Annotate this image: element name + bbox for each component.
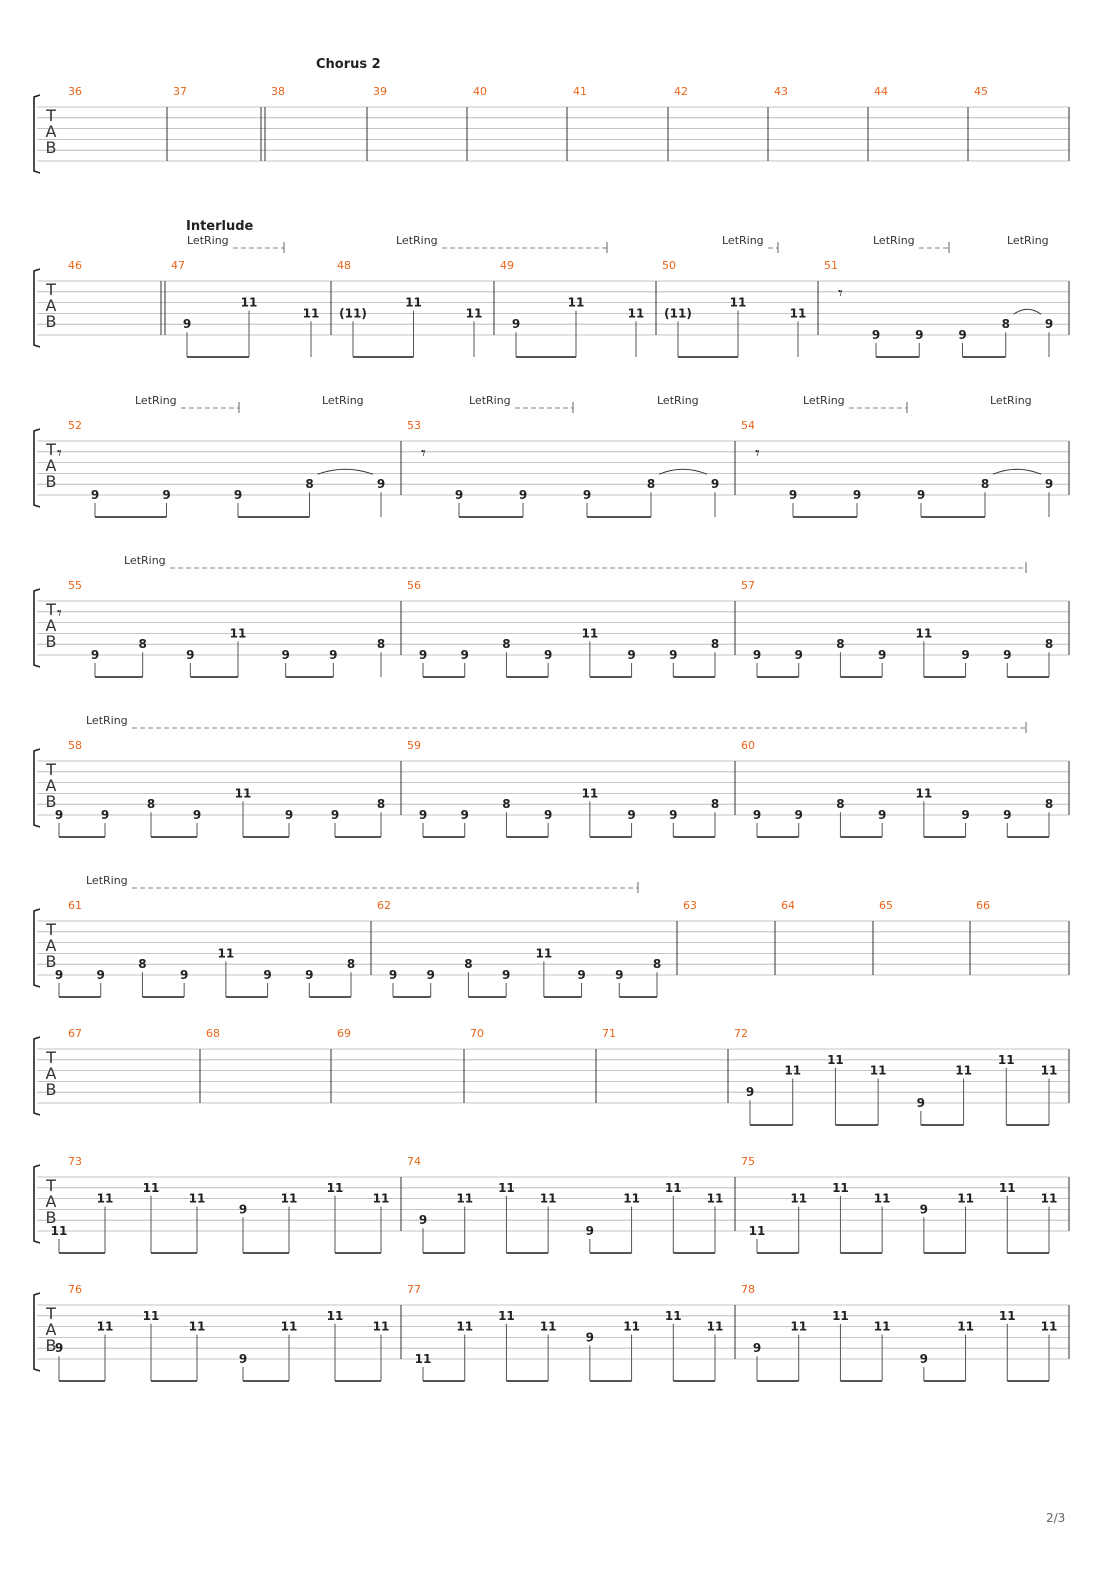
- measure-number: 44: [874, 85, 888, 98]
- fret-number: 11: [326, 1180, 344, 1195]
- fret-number: 11: [1040, 1319, 1058, 1334]
- tab-clef-letter: T: [46, 1304, 56, 1323]
- fret-number: 11: [915, 786, 933, 801]
- fret-number: 9: [877, 648, 887, 662]
- fret-number: 8: [138, 957, 147, 972]
- fret-number: 11: [957, 1191, 974, 1206]
- let-ring-label: LetRing: [657, 394, 699, 407]
- eighth-rest: 𝄾: [57, 443, 62, 464]
- fret-number: 9: [585, 1224, 595, 1238]
- fret-number: 9: [958, 328, 967, 342]
- tab-clef-letter: T: [46, 106, 56, 125]
- fret-number: 11: [1040, 1191, 1058, 1206]
- measure-number: 59: [407, 739, 421, 752]
- fret-number: 9: [745, 1085, 755, 1100]
- fret-number: 11: [372, 1191, 390, 1206]
- fret-number: 9: [501, 968, 511, 982]
- fret-number: 9: [460, 648, 469, 662]
- fret-number: 9: [54, 808, 64, 822]
- fret-number: 9: [90, 488, 100, 502]
- eighth-rest: 𝄾: [57, 603, 62, 624]
- tab-clef-letter: B: [45, 472, 57, 491]
- fret-number: 11: [789, 306, 807, 321]
- fret-number: 9: [330, 808, 340, 822]
- measure-number: 63: [683, 899, 697, 912]
- measure-number: 57: [741, 579, 755, 592]
- fret-number: 11: [234, 786, 252, 801]
- fret-number: 9: [418, 648, 428, 662]
- measure-number: 66: [976, 899, 990, 912]
- fret-number: (11): [339, 306, 367, 321]
- fret-number: 9: [518, 488, 528, 502]
- measure-number: 55: [68, 579, 82, 592]
- measure-number: 78: [741, 1283, 755, 1296]
- fret-number: 9: [284, 808, 294, 822]
- fret-number: 11: [873, 1319, 891, 1334]
- fret-number: 9: [460, 808, 469, 822]
- fret-number: 9: [577, 968, 586, 982]
- tab-clef-letter: T: [46, 280, 56, 299]
- tab-clef-letter: B: [45, 1208, 57, 1227]
- fret-number: 9: [388, 968, 398, 982]
- fret-number: 11: [465, 306, 483, 321]
- fret-number: 9: [162, 488, 171, 502]
- let-ring-label: LetRing: [396, 234, 438, 247]
- fret-number: 11: [729, 295, 747, 310]
- fret-number: 11: [623, 1191, 640, 1206]
- tab-clef-letter: T: [46, 1176, 56, 1195]
- measure-number: 46: [68, 259, 82, 272]
- fret-number: 9: [418, 808, 428, 822]
- tab-clef-letter: T: [46, 920, 56, 939]
- fret-number: 11: [623, 1319, 640, 1334]
- tab-clef-letter: B: [45, 792, 57, 811]
- fret-number: 9: [961, 648, 970, 662]
- fret-number: 11: [832, 1308, 849, 1323]
- fret-number: 9: [916, 488, 926, 502]
- fret-number: 9: [794, 648, 803, 662]
- fret-number: 11: [790, 1191, 808, 1206]
- fret-number: 8: [1001, 317, 1010, 332]
- measure-number: 73: [68, 1155, 82, 1168]
- fret-number: 9: [615, 968, 624, 982]
- tab-clef-letter: A: [45, 1064, 57, 1083]
- let-ring-label: LetRing: [1007, 234, 1049, 247]
- measure-number: 50: [662, 259, 676, 272]
- fret-number: 11: [539, 1319, 557, 1334]
- measure-number: 54: [741, 419, 755, 432]
- fret-number: 11: [539, 1191, 557, 1206]
- measure-number: 42: [674, 85, 688, 98]
- fret-number: 8: [376, 637, 386, 652]
- fret-number: 8: [502, 797, 511, 812]
- fret-number: 9: [752, 808, 762, 822]
- fret-number: 11: [627, 306, 645, 321]
- fret-number: 8: [464, 957, 473, 972]
- fret-number: 9: [54, 968, 64, 982]
- let-ring-label: LetRing: [990, 394, 1032, 407]
- fret-number: 9: [1044, 317, 1054, 332]
- let-ring-label: LetRing: [124, 554, 166, 567]
- tab-system: [34, 219, 1069, 357]
- fret-number: 11: [748, 1224, 766, 1238]
- fret-number: 9: [794, 808, 803, 822]
- fret-number: 8: [346, 957, 356, 972]
- fret-number: 9: [305, 968, 314, 982]
- fret-number: 9: [454, 488, 464, 502]
- fret-number: 11: [869, 1063, 887, 1078]
- let-ring-label: LetRing: [135, 394, 177, 407]
- tab-system: [34, 394, 1069, 517]
- measure-number: 71: [602, 1027, 616, 1040]
- fret-number: 9: [1003, 808, 1012, 822]
- tab-system: [34, 874, 1069, 997]
- measure-number: 61: [68, 899, 82, 912]
- fret-number: 11: [372, 1319, 390, 1334]
- let-ring-label: LetRing: [469, 394, 511, 407]
- fret-number: 9: [543, 648, 553, 662]
- fret-number: 9: [585, 1330, 595, 1345]
- fret-number: 9: [543, 808, 553, 822]
- measure-number: 41: [573, 85, 587, 98]
- fret-number: 9: [915, 328, 924, 342]
- fret-number: 9: [281, 648, 290, 662]
- let-ring-label: LetRing: [803, 394, 845, 407]
- fret-number: 11: [581, 626, 599, 641]
- tab-clef-letter: A: [45, 1192, 57, 1211]
- fret-number: 9: [752, 648, 762, 662]
- fret-number: 11: [827, 1052, 844, 1067]
- fret-number: 11: [998, 1308, 1016, 1323]
- fret-number: 9: [238, 1202, 248, 1217]
- tab-clef-letter: B: [45, 1080, 57, 1099]
- fret-number: 11: [955, 1063, 972, 1078]
- measure-number: 76: [68, 1283, 82, 1296]
- measure-number: 38: [271, 85, 285, 98]
- fret-number: 11: [414, 1352, 432, 1366]
- fret-number: 11: [915, 626, 933, 641]
- fret-number: 9: [919, 1202, 929, 1217]
- fret-number: 11: [790, 1319, 808, 1334]
- fret-number: 11: [957, 1319, 974, 1334]
- tab-clef-letter: B: [45, 952, 57, 971]
- measure-number: 47: [171, 259, 185, 272]
- tab-clef-letter: T: [46, 600, 56, 619]
- fret-number: 11: [302, 306, 320, 321]
- fret-number: 9: [961, 808, 970, 822]
- fret-number: 9: [96, 968, 105, 982]
- fret-number: 11: [405, 295, 422, 310]
- let-ring-label: LetRing: [722, 234, 764, 247]
- measure-number: 65: [879, 899, 893, 912]
- fret-number: 9: [426, 968, 435, 982]
- measure-number: 45: [974, 85, 988, 98]
- measure-number: 39: [373, 85, 387, 98]
- fret-number: 9: [54, 1341, 64, 1356]
- fret-number: 9: [511, 317, 521, 332]
- section-label: Interlude: [186, 219, 254, 234]
- fret-number: 11: [142, 1308, 160, 1323]
- fret-number: 11: [456, 1319, 474, 1334]
- fret-number: 8: [980, 477, 990, 492]
- fret-number: 9: [627, 808, 636, 822]
- let-ring-label: LetRing: [86, 714, 128, 727]
- tab-clef-letter: T: [46, 760, 56, 779]
- tab-clef-letter: A: [45, 122, 57, 141]
- tab-clef-letter: T: [46, 440, 56, 459]
- tab-clef-letter: A: [45, 1320, 57, 1339]
- measure-number: 49: [500, 259, 514, 272]
- measure-number: 70: [470, 1027, 484, 1040]
- fret-number: 11: [188, 1319, 206, 1334]
- measure-number: 64: [781, 899, 795, 912]
- fret-number: 9: [263, 968, 272, 982]
- fret-number: 11: [706, 1319, 724, 1334]
- fret-number: 11: [581, 786, 599, 801]
- fret-number: 11: [280, 1319, 298, 1334]
- let-ring-label: LetRing: [322, 394, 364, 407]
- fret-number: 9: [788, 488, 798, 502]
- fret-number: 9: [669, 648, 678, 662]
- measure-number: 43: [774, 85, 788, 98]
- let-ring-label: LetRing: [86, 874, 128, 887]
- measure-number: 40: [473, 85, 487, 98]
- measure-number: 77: [407, 1283, 421, 1296]
- tab-system: [34, 554, 1069, 677]
- eighth-rest: 𝄾: [421, 443, 426, 464]
- fret-number: 9: [871, 328, 881, 342]
- fret-number: 9: [100, 808, 110, 822]
- let-ring-label: LetRing: [873, 234, 915, 247]
- fret-number: 11: [664, 1308, 682, 1323]
- fret-number: 11: [784, 1063, 802, 1078]
- fret-number: 9: [752, 1341, 762, 1356]
- measure-number: 52: [68, 419, 82, 432]
- fret-number: 8: [502, 637, 511, 652]
- tab-clef-letter: B: [45, 312, 57, 331]
- fret-number: 8: [710, 797, 720, 812]
- measure-number: 75: [741, 1155, 755, 1168]
- tab-clef-letter: B: [45, 138, 57, 157]
- section-label: Chorus 2: [316, 57, 381, 72]
- measure-number: 74: [407, 1155, 421, 1168]
- fret-number: 9: [90, 648, 100, 662]
- fret-number: 9: [919, 1352, 929, 1366]
- measure-number: 72: [734, 1027, 748, 1040]
- let-ring-label: LetRing: [187, 234, 229, 247]
- tab-system: [34, 1027, 1069, 1125]
- tab-clef-letter: T: [46, 1048, 56, 1067]
- fret-number: 9: [192, 808, 202, 822]
- measure-number: 58: [68, 739, 82, 752]
- tab-clef-letter: A: [45, 936, 57, 955]
- fret-number: 9: [710, 477, 720, 492]
- tab-clef-letter: B: [45, 1336, 57, 1355]
- measure-number: 51: [824, 259, 838, 272]
- fret-number: 9: [916, 1096, 926, 1110]
- fret-number: 11: [535, 946, 553, 961]
- fret-number: 8: [1044, 637, 1054, 652]
- fret-number: 9: [329, 648, 338, 662]
- fret-number: 11: [96, 1191, 114, 1206]
- measure-number: 36: [68, 85, 82, 98]
- fret-number: 11: [706, 1191, 724, 1206]
- fret-number: 9: [669, 808, 678, 822]
- fret-number: 11: [997, 1052, 1015, 1067]
- tab-clef-letter: B: [45, 632, 57, 651]
- fret-number: 11: [498, 1308, 515, 1323]
- measure-number: 68: [206, 1027, 220, 1040]
- fret-number: 9: [376, 477, 386, 492]
- fret-number: 11: [188, 1191, 206, 1206]
- measure-number: 69: [337, 1027, 351, 1040]
- measure-number: 56: [407, 579, 421, 592]
- eighth-rest: 𝄾: [755, 443, 760, 464]
- fret-number: 8: [836, 797, 845, 812]
- fret-number: 9: [238, 1352, 248, 1366]
- page-number: 2/3: [1046, 1511, 1066, 1525]
- fret-number: 11: [873, 1191, 891, 1206]
- tab-system: [34, 1283, 1069, 1381]
- fret-number: 11: [217, 946, 235, 961]
- fret-number: (11): [664, 306, 692, 321]
- tab-system: [34, 1155, 1069, 1253]
- eighth-rest: 𝄾: [838, 283, 843, 304]
- fret-number: 11: [240, 295, 258, 310]
- measure-number: 48: [337, 259, 351, 272]
- fret-number: 8: [376, 797, 386, 812]
- fret-number: 8: [836, 637, 845, 652]
- fret-number: 11: [567, 295, 585, 310]
- measure-number: 60: [741, 739, 755, 752]
- fret-number: 8: [652, 957, 662, 972]
- fret-number: 9: [182, 317, 192, 332]
- fret-number: 11: [142, 1180, 160, 1195]
- fret-number: 9: [186, 648, 195, 662]
- fret-number: 9: [852, 488, 862, 502]
- fret-number: 9: [1044, 477, 1054, 492]
- tab-clef-letter: A: [45, 776, 57, 795]
- measure-number: 53: [407, 419, 421, 432]
- fret-number: 11: [96, 1319, 114, 1334]
- fret-number: 11: [998, 1180, 1016, 1195]
- fret-number: 9: [1003, 648, 1012, 662]
- fret-number: 9: [418, 1213, 428, 1228]
- fret-number: 11: [50, 1224, 68, 1238]
- tab-system: [34, 714, 1069, 837]
- measure-number: 67: [68, 1027, 82, 1040]
- fret-number: 8: [646, 477, 656, 492]
- fret-number: 8: [1044, 797, 1054, 812]
- fret-number: 8: [305, 477, 314, 492]
- fret-number: 11: [664, 1180, 682, 1195]
- tab-clef-letter: A: [45, 296, 57, 315]
- fret-number: 11: [229, 626, 247, 641]
- measure-number: 37: [173, 85, 187, 98]
- tab-clef-letter: A: [45, 456, 57, 475]
- fret-number: 9: [627, 648, 636, 662]
- fret-number: 11: [326, 1308, 344, 1323]
- tab-system: [34, 57, 1069, 173]
- fret-number: 11: [832, 1180, 849, 1195]
- fret-number: 9: [233, 488, 243, 502]
- fret-number: 9: [179, 968, 189, 982]
- fret-number: 9: [582, 488, 592, 502]
- fret-number: 8: [710, 637, 720, 652]
- fret-number: 8: [146, 797, 156, 812]
- tab-clef-letter: A: [45, 616, 57, 635]
- fret-number: 9: [877, 808, 887, 822]
- fret-number: 8: [138, 637, 147, 652]
- fret-number: 11: [456, 1191, 474, 1206]
- fret-number: 11: [1040, 1063, 1058, 1078]
- fret-number: 11: [280, 1191, 298, 1206]
- fret-number: 11: [498, 1180, 515, 1195]
- measure-number: 62: [377, 899, 391, 912]
